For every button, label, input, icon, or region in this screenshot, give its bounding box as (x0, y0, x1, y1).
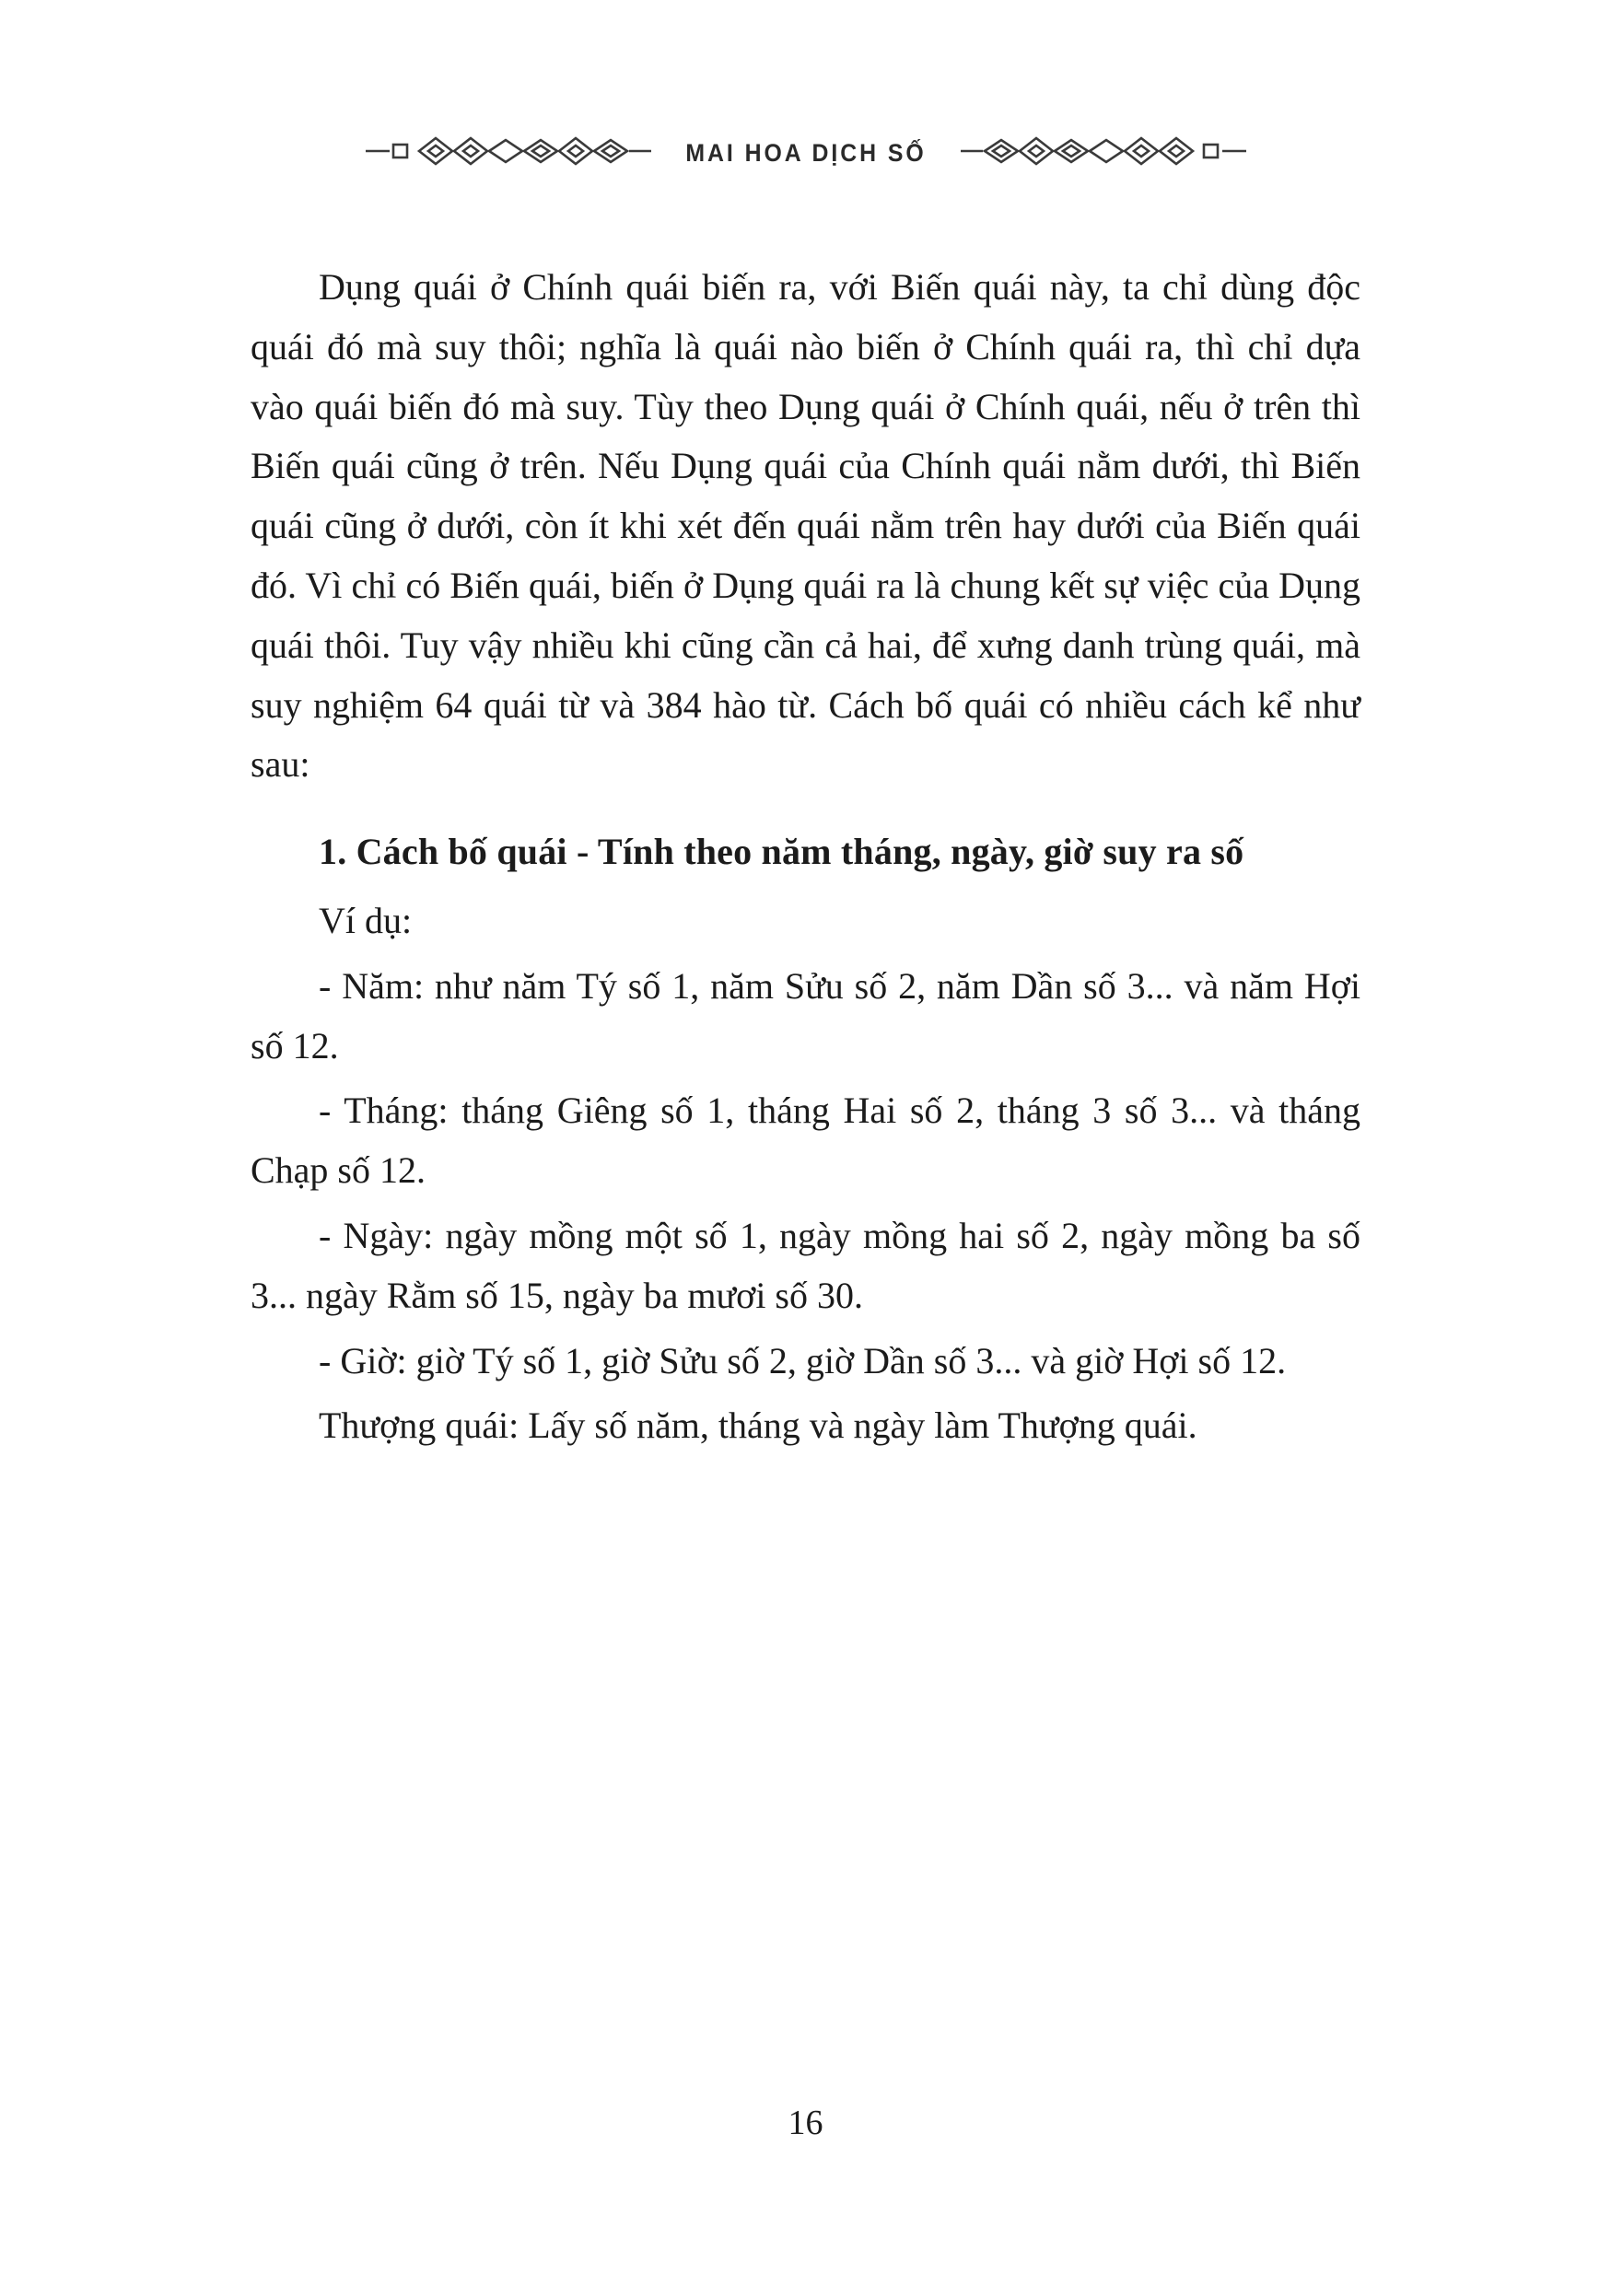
running-header (0, 129, 1611, 178)
paragraph-2: Ví dụ: (319, 899, 413, 941)
diamond-chain-ornament-right (961, 129, 1246, 178)
header-title: MAI HOA DỊCH SỐ (684, 139, 927, 167)
page-number: 16 (788, 2104, 823, 2142)
paragraph-3: - Năm: như năm Tý số 1, năm Sửu số 2, năm Dần số 3... và năm Hợi số 12. (251, 964, 1360, 1066)
paragraph-6: - Giờ: giờ Tý số 1, giờ Sửu số 2, giờ Dần số 3... và giờ Hợi số 12. (319, 1339, 1287, 1381)
paragraph-4: - Tháng: tháng Giêng số 1, tháng Hai số 2, tháng 3 số 3... và tháng Chạp số 12. (251, 1090, 1360, 1192)
paragraph-7: Thượng quái: Lấy số năm, tháng và ngày làm Thượng quái. (319, 1404, 1197, 1447)
section-heading-1: 1. Cách bố quái - Tính theo năm tháng, ngày, giờ suy ra số (319, 831, 1244, 873)
page-content (251, 258, 1360, 1462)
diamond-chain-ornament-left (366, 129, 651, 178)
paragraph-5: - Ngày: ngày mồng một số 1, ngày mồng hai số 2, ngày mồng ba số 3... ngày Rằm số 15, ngày ba mươi số 30. (251, 1214, 1360, 1316)
paragraph-1: Dụng quái ở Chính quái biến ra, với Biến quái này, ta chỉ dùng độc quái đó mà suy thôi; nghĩa là quái nào biến ở Chính quái ra, thì chỉ dựa vào quái biến đó mà suy. Tùy theo Dụng quái ở Chính quái, nếu ở trên thì Biến quái cũng ở trên. Nếu Dụng quái của Chính quái nằm dưới, thì Biến quái cũng ở dưới, còn ít khi xét đến quái nằm trên hay dưới của Biến quái đó. Vì chỉ có Biến quái, biến ở Dụng quái ra là chung kết sự việc của Dụng quái thôi. Tuy vậy nhiều khi cũng cần cả hai, để xưng danh trùng quái, mà suy nghiệm 64 quái từ và 384 hào từ. Cách bố quái có nhiều cách kể như sau: (251, 266, 1360, 786)
